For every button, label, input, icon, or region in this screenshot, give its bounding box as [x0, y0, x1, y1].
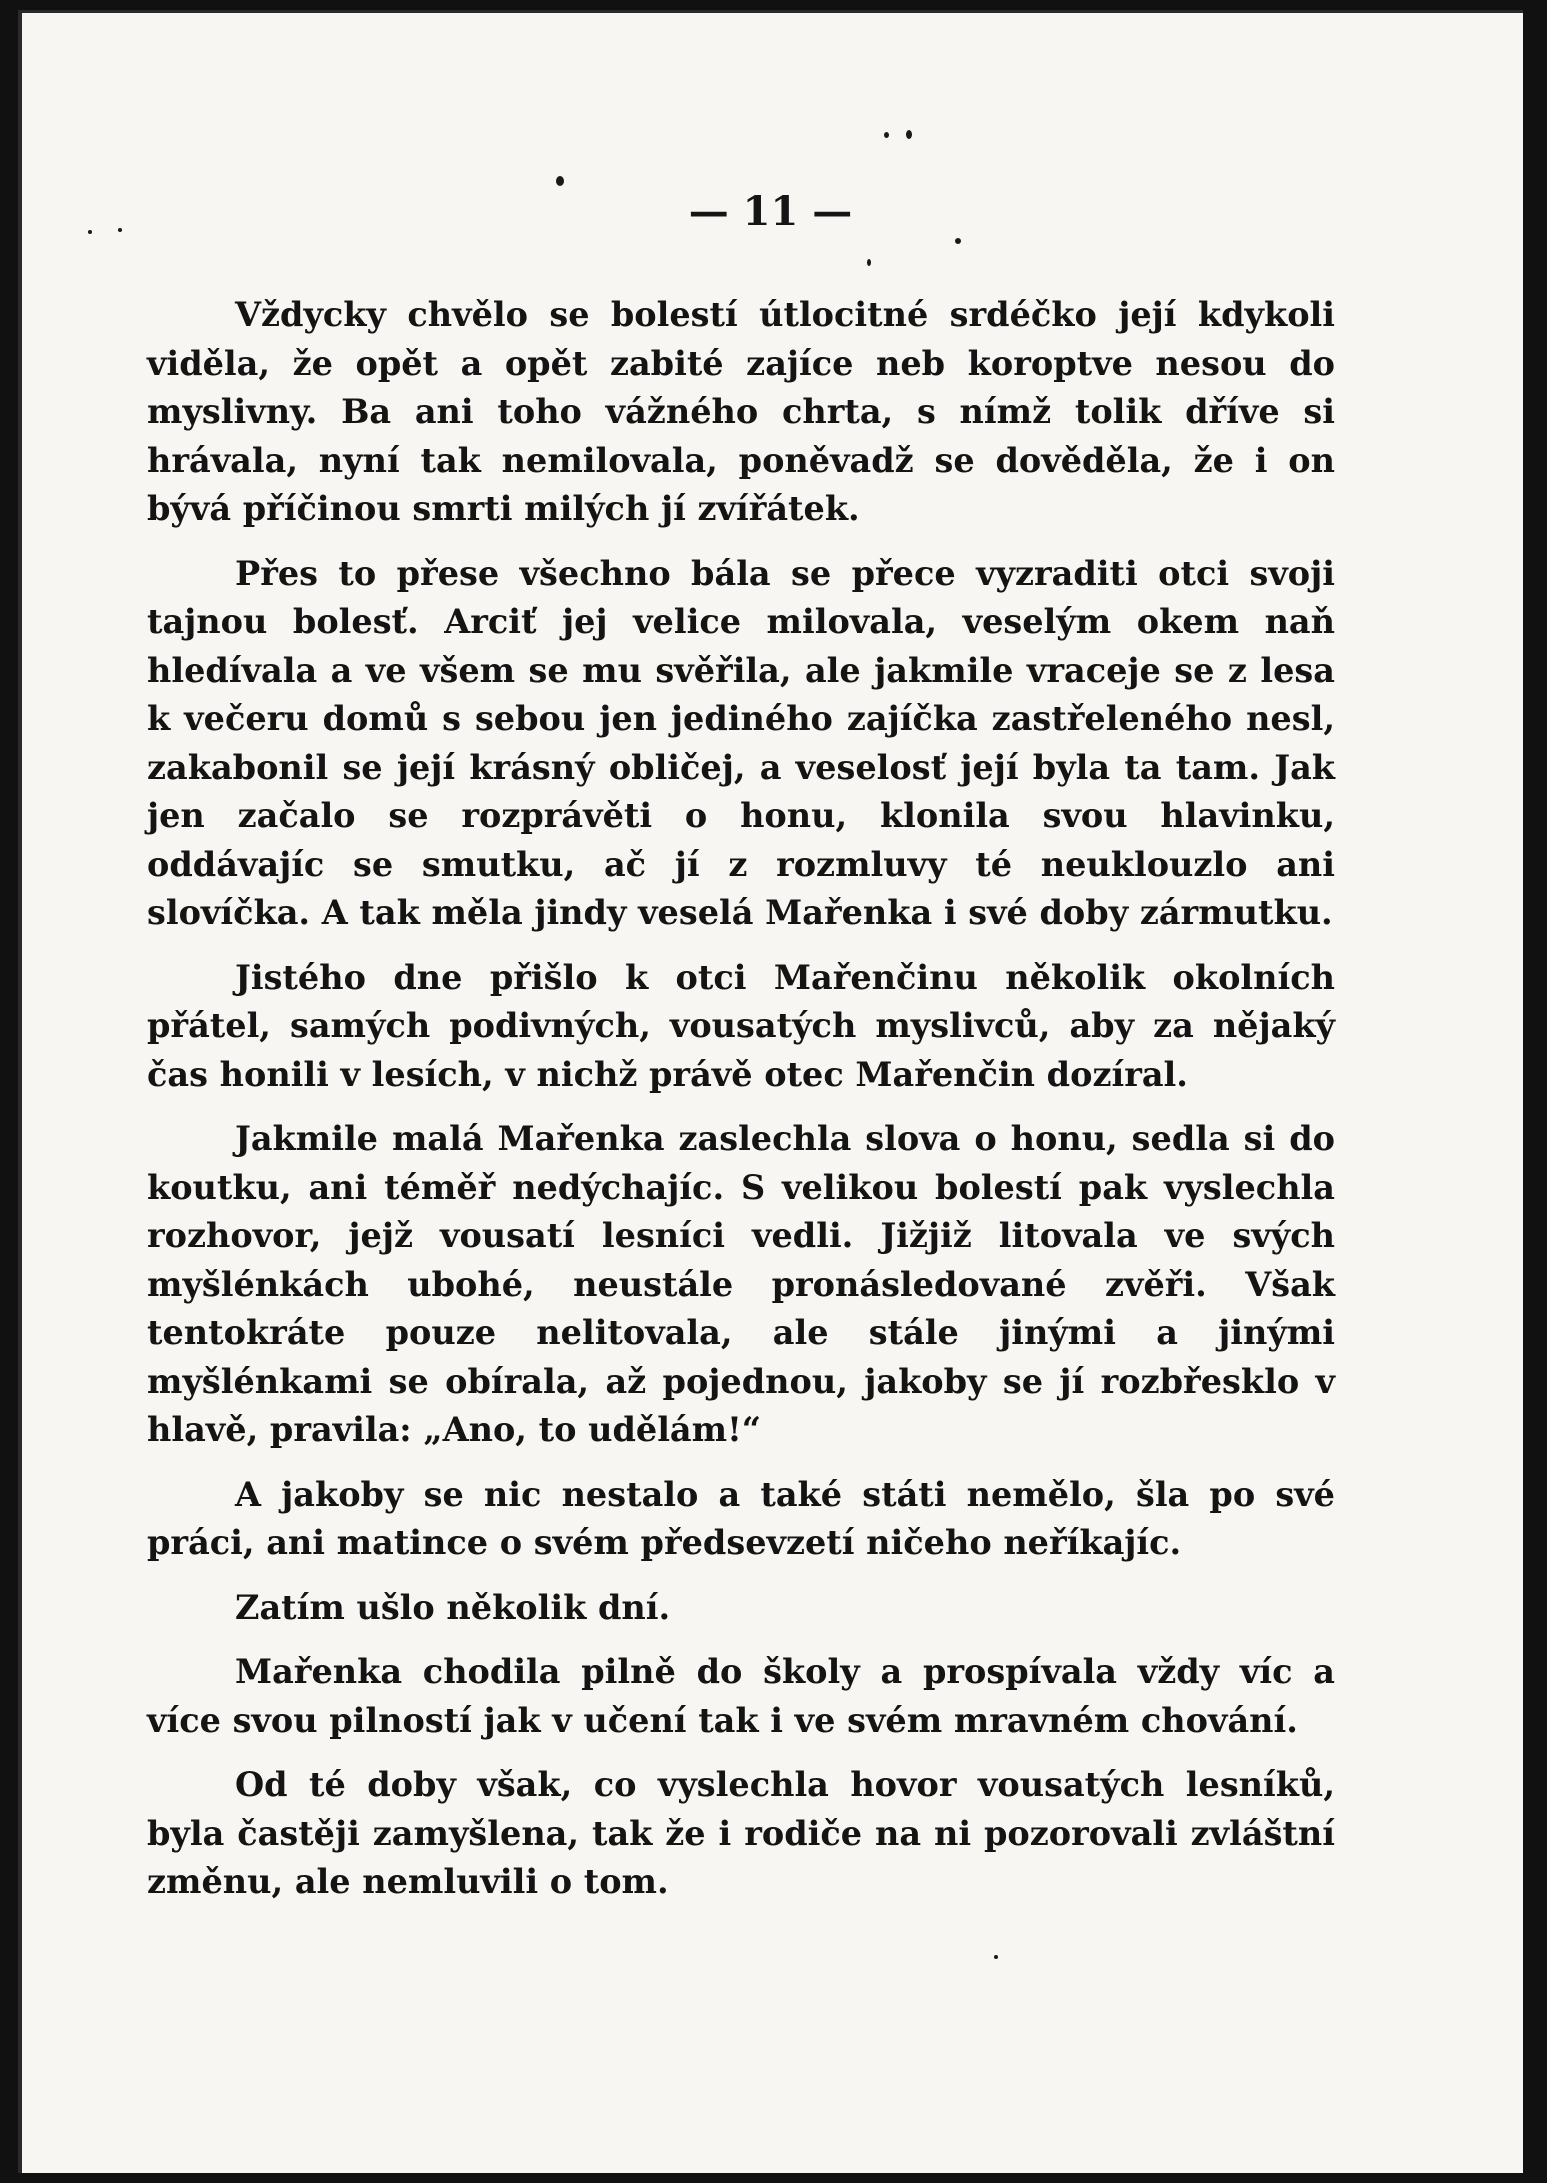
- paragraph-2: Přes to přese všechno bála se přece vyzraditi otci svoji tajnou bolesť. Arciť jej velice milovala, veselým okem naň hledívala a ve všem se mu svěřila, ale jakmile vraceje se z lesa k večeru domů s sebou jen jediného zajíčka zastřeleného nesl, zakabonil se její krásný obličej, a veselosť její byla ta tam. Jak jen začalo se rozprávěti o honu, klonila svou hlavinku, oddávajíc se smutku, ač jí z rozmluvy té neuklouzlo ani slovíčka. A tak měla jindy veselá Mařenka i své doby zármutku.: [147, 553, 1335, 932]
- print-speck: [867, 259, 871, 266]
- paragraph-6: Zatím ušlo několik dní.: [235, 1587, 671, 1627]
- print-speck: [994, 1955, 998, 1959]
- page-number: — 11 —: [688, 188, 853, 235]
- print-speck: [556, 176, 564, 186]
- paragraph-4: Jakmile malá Mařenka zaslechla slova o honu, sedla si do koutku, ani téměř nedýchajíc. S velikou bolestí pak vyslechla rozhovor, jejž vousatí lesníci vedli. Jižjiž litovala ve svých myšlénkách ubohé, neustále pronásledované zvěři. Však tentokráte pouze nelitovala, ale stále jinými a jinými myšlénkami se obírala, až pojednou, jakoby se jí rozbřesklo v hlavě, pravila: „Ano, to udělám!“: [147, 1119, 1335, 1449]
- paragraph-1: Vždycky chvělo se bolestí útlocitné srdéčko její kdykoli viděla, že opět a opět zabité zajíce neb koroptve nesou do myslivny. Ba ani toho vážného chrta, s nímž tolik dříve si hrávala, nyní tak nemilovala, poněvadž se dověděla, že i on bývá příčinou smrti milých jí zvířátek.: [147, 295, 1335, 528]
- page-edge-shadow-left: [18, 10, 22, 2173]
- paragraph-5: A jakoby se nic nestalo a také státi nemělo, šla po své práci, ani matince o svém předsevzetí ničeho neříkajíc.: [147, 1474, 1335, 1562]
- paragraph-8: Od té doby však, co vyslechla hovor vousatých lesníků, byla častěji zamyšlena, tak že i rodiče na ni pozorovali zvláštní změnu, ale nemluvili o tom.: [147, 1765, 1335, 1901]
- book-page: [18, 10, 1523, 2173]
- paragraph-3: Jistého dne přišlo k otci Mařenčinu několik okolních přátel, samých podivných, vousatých myslivců, aby za nějaký čas honili v lesích, v nichž právě otec Mařenčin dozíral.: [147, 957, 1335, 1094]
- print-speck: [884, 132, 889, 138]
- print-speck: [955, 238, 961, 244]
- paragraph-7: Mařenka chodila pilně do školy a prospívala vždy víc a více svou pilností jak v učení tak i ve svém mravném chování.: [147, 1652, 1335, 1740]
- body-text: [147, 291, 1335, 1923]
- page-edge-shadow-top: [18, 10, 1523, 13]
- print-speck: [906, 130, 912, 139]
